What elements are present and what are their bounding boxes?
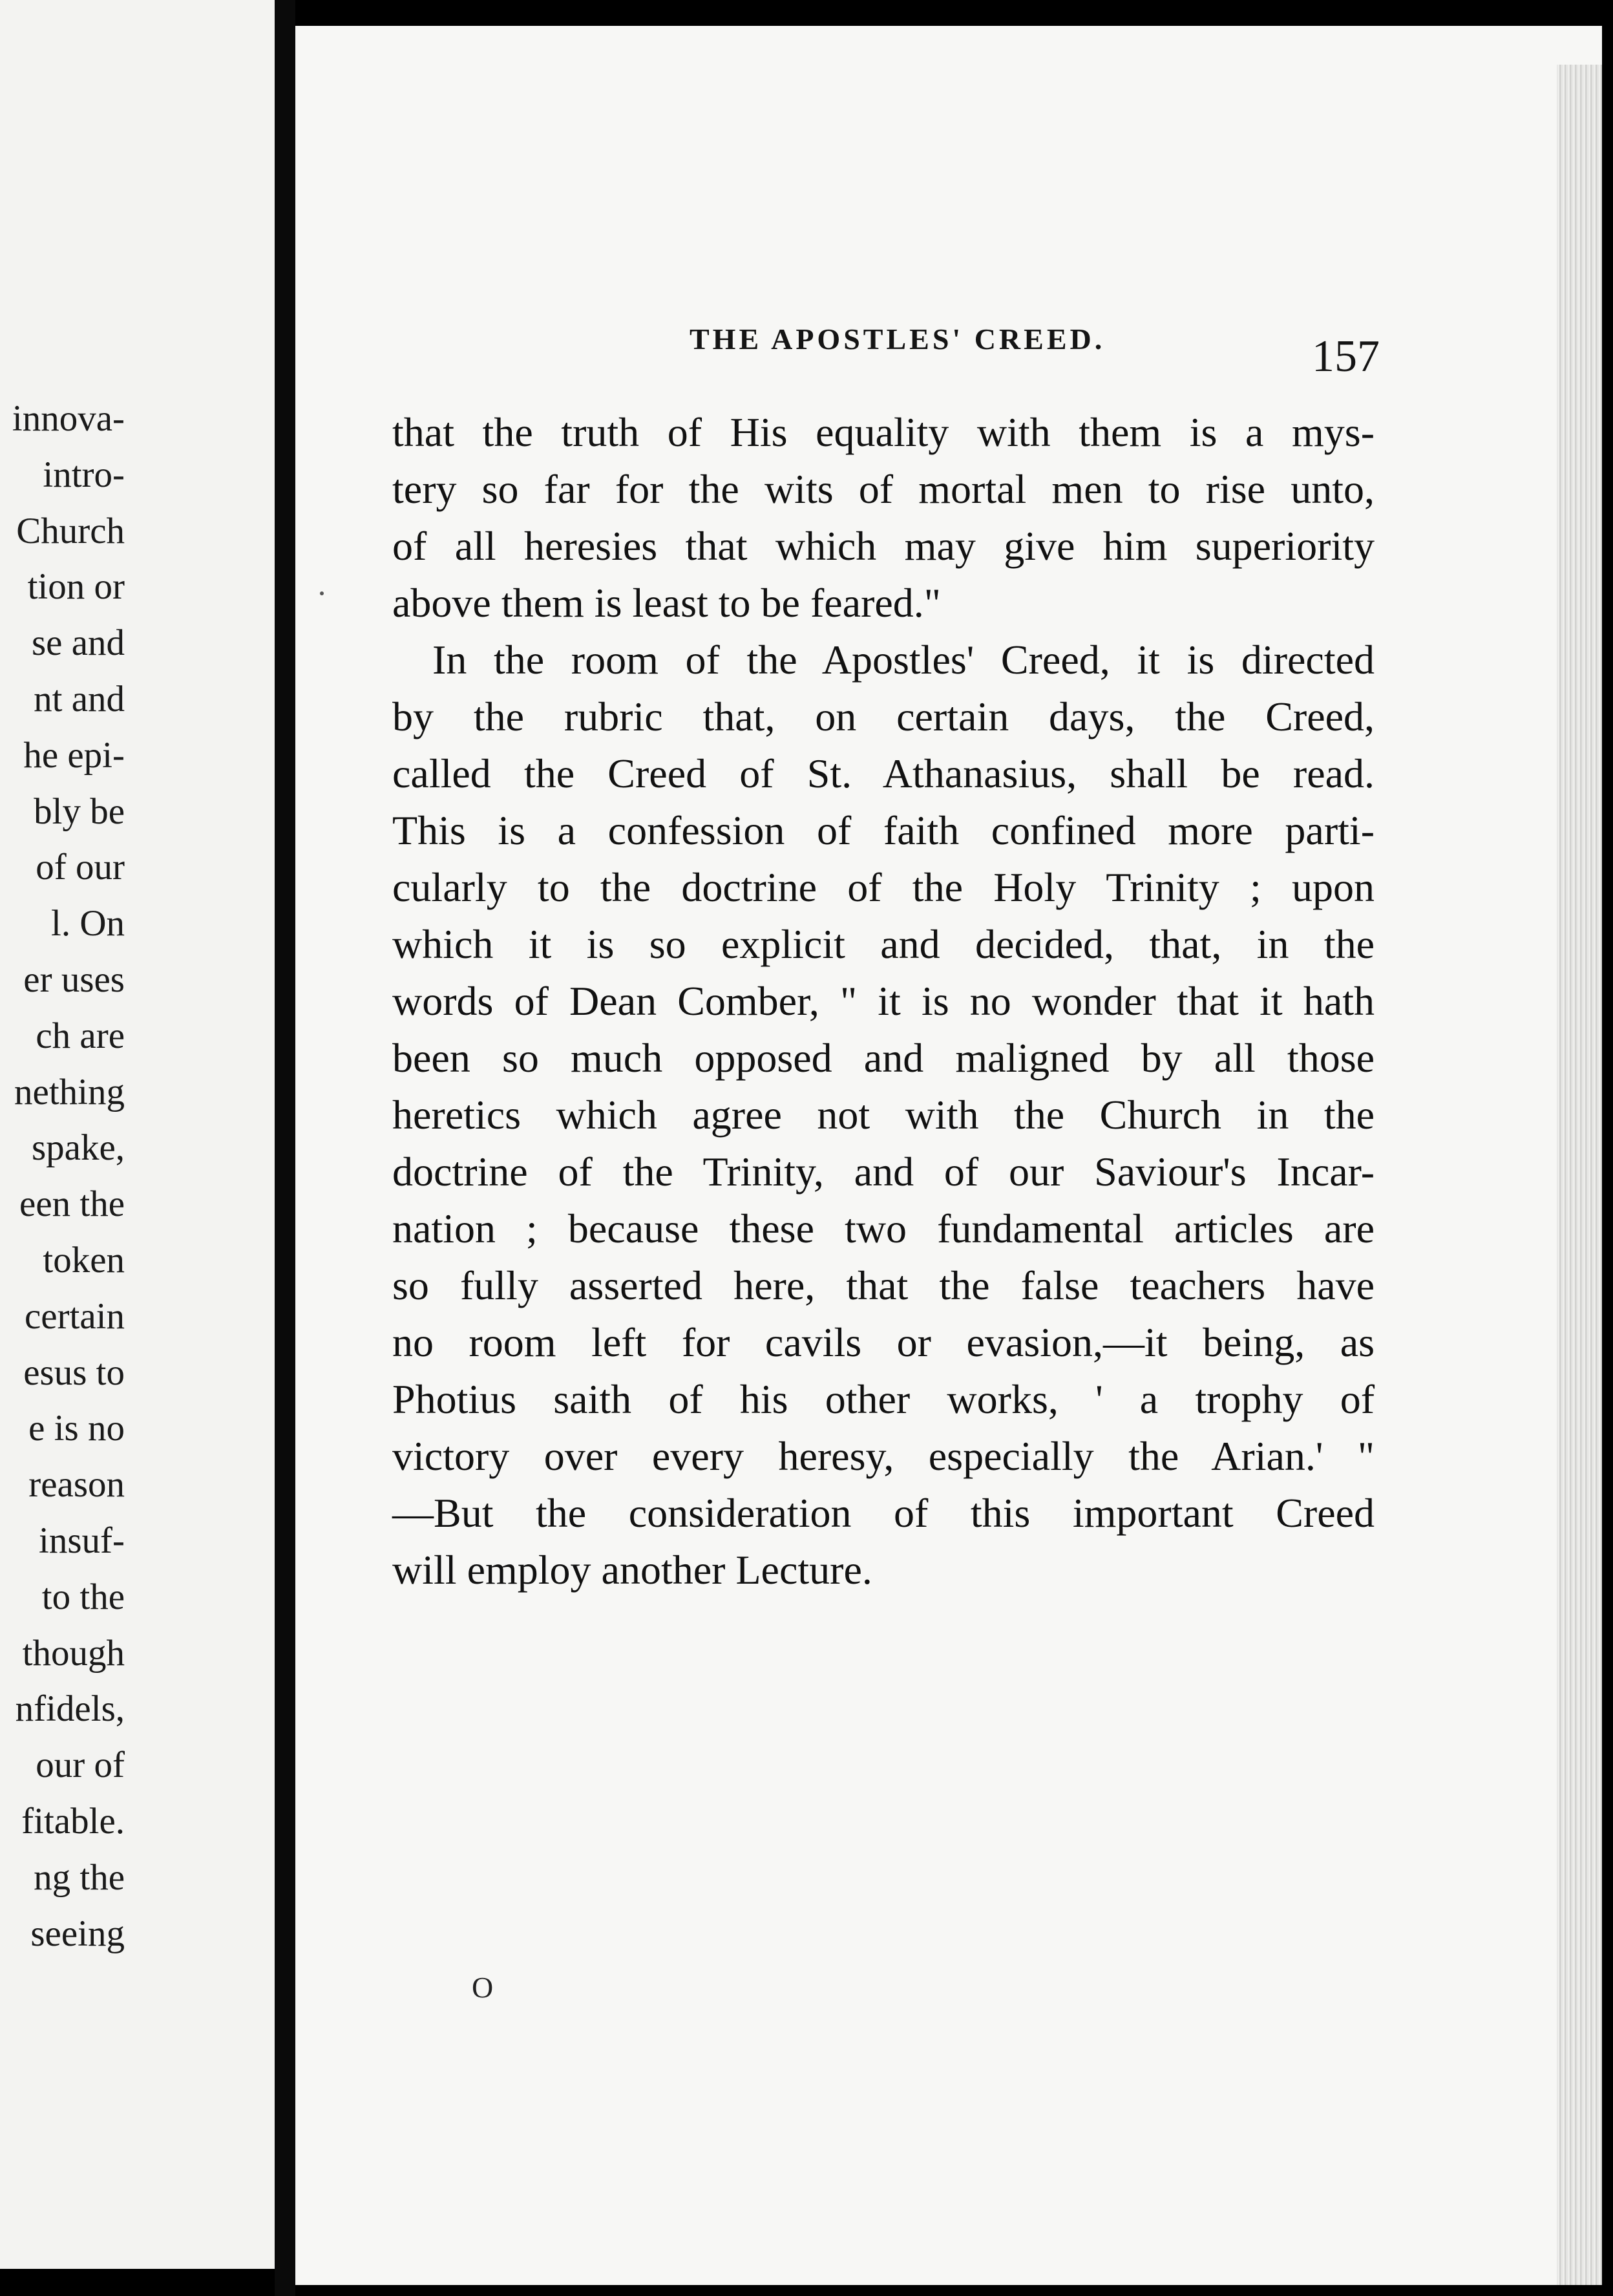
- text-line: tery so far for the wits of mortal men to rise unto,: [392, 466, 1375, 512]
- text-line: so fully asserted here, that the false teachers have: [392, 1262, 1375, 1308]
- left-line: our of: [36, 1745, 125, 1786]
- left-line: he epi-: [23, 734, 125, 776]
- right-page: [295, 26, 1602, 2285]
- body-text: [392, 404, 1375, 1599]
- text-line: In the room of the Apostles' Creed, it is directed: [432, 637, 1375, 683]
- left-line: insuf-: [39, 1520, 125, 1561]
- left-line: though: [22, 1632, 125, 1674]
- left-page: [0, 0, 275, 2269]
- left-line: seeing: [30, 1913, 125, 1954]
- book-gutter: [275, 0, 295, 2296]
- left-line: l. On: [51, 903, 125, 944]
- left-line: to the: [41, 1576, 125, 1617]
- left-line: nething: [14, 1071, 125, 1112]
- left-line: ng the: [34, 1856, 125, 1898]
- left-line: spake,: [31, 1127, 125, 1169]
- text-line: Photius saith of his other works, ' a trophy of: [392, 1376, 1375, 1422]
- text-line: been so much opposed and maligned by all those: [392, 1035, 1375, 1081]
- text-line: This is a confession of faith confined more parti-: [392, 807, 1375, 853]
- text-line: that the truth of His equality with them is a mys-: [392, 409, 1375, 455]
- text-line: victory over every heresy, especially the Arian.' ": [392, 1433, 1375, 1479]
- text-line: above them is least to be feared.": [392, 580, 941, 626]
- signature-mark: O: [472, 1971, 494, 2004]
- left-line: ch are: [36, 1015, 125, 1056]
- left-line: of our: [36, 847, 125, 888]
- text-line: nation ; because these two fundamental articles are: [392, 1206, 1375, 1251]
- left-line: innova-: [12, 398, 125, 439]
- ink-speck: [320, 591, 324, 595]
- left-line: se and: [31, 622, 125, 664]
- text-line: words of Dean Comber, " it is no wonder that it hath: [392, 978, 1375, 1024]
- page-edge-stack: [1557, 65, 1602, 2285]
- text-line: which it is so explicit and decided, that, in the: [392, 921, 1375, 967]
- left-page-text: [0, 391, 125, 1962]
- left-line: tion or: [27, 566, 125, 608]
- left-line: fitable.: [21, 1800, 125, 1842]
- text-line: heretics which agree not with the Church in the: [392, 1092, 1375, 1138]
- left-line: er uses: [23, 959, 125, 1000]
- page-number: 157: [1312, 332, 1380, 381]
- left-line: een the: [19, 1184, 125, 1225]
- text-line: will employ another Lecture.: [392, 1547, 872, 1593]
- left-line: bly be: [34, 791, 125, 832]
- text-line: doctrine of the Trinity, and of our Saviour's Incar-: [392, 1149, 1375, 1195]
- left-line: certain: [24, 1295, 125, 1337]
- text-line: of all heresies that which may give him superiority: [392, 523, 1375, 569]
- left-line: reason: [28, 1464, 125, 1505]
- left-line: token: [43, 1239, 125, 1281]
- running-head: THE APOSTLES' CREED.: [690, 323, 1106, 356]
- left-line: nfidels,: [15, 1688, 125, 1730]
- left-line: esus to: [23, 1352, 125, 1393]
- text-line: cularly to the doctrine of the Holy Trinity ; upon: [392, 864, 1375, 910]
- left-line: nt and: [34, 678, 125, 719]
- left-line: Church: [16, 510, 125, 551]
- left-line: e is no: [28, 1408, 125, 1449]
- text-line: called the Creed of St. Athanasius, shall be read.: [392, 750, 1375, 796]
- text-line: by the rubric that, on certain days, the Creed,: [392, 694, 1375, 739]
- text-line: no room left for cavils or evasion,—it being, as: [392, 1319, 1375, 1365]
- left-line: intro-: [43, 454, 125, 495]
- text-line: —But the consideration of this important Creed: [392, 1490, 1375, 1536]
